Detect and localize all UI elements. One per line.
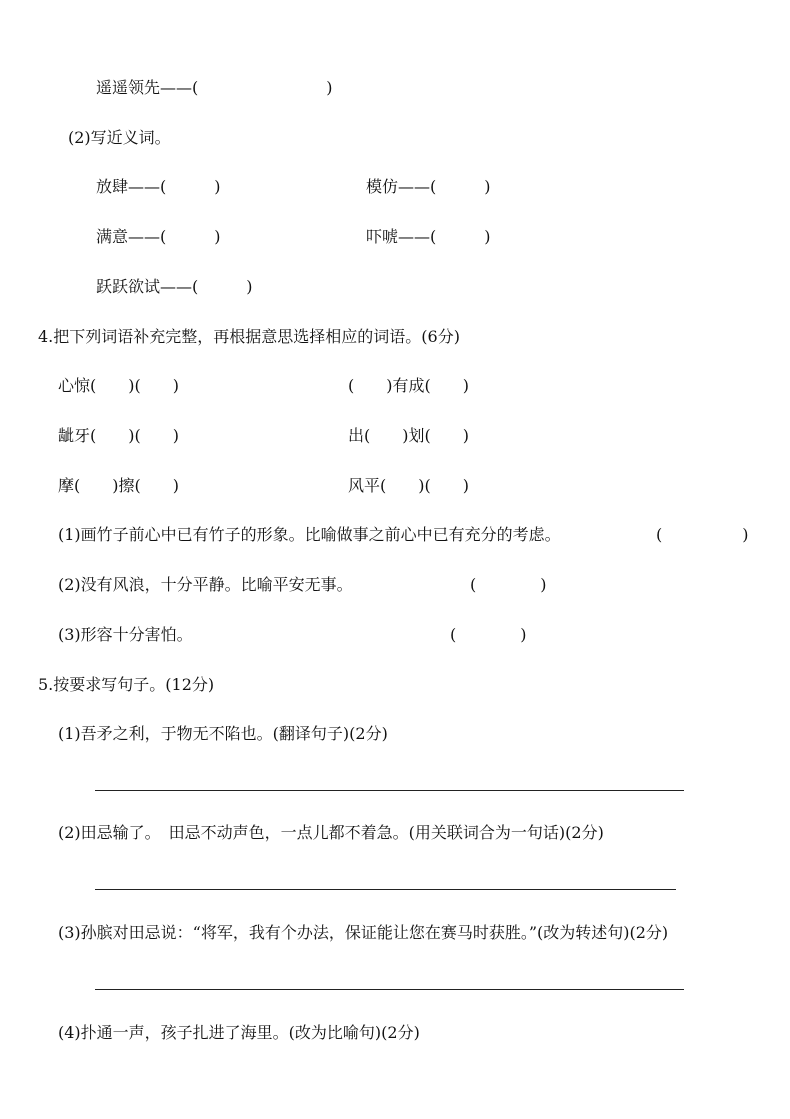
q4-sub-2: (2)没有风浪，十分平静。比喻平安无事。 (58, 575, 353, 594)
q4-sub-1: (1)画竹子前心中已有竹子的形象。比喻做事之前心中已有充分的考虑。 (58, 525, 561, 544)
q4-idiom-5: 摩( )擦( ) (58, 476, 179, 495)
q5-answer-line-2 (95, 889, 676, 890)
q4-sub-1-blank: ( ) (656, 525, 749, 544)
q4-title: 4.把下列词语补充完整，再根据意思选择相应的词语。(6分) (38, 327, 460, 346)
q4-sub-3-blank: ( ) (450, 625, 527, 644)
q3-synonym-title: (2)写近义词。 (68, 128, 171, 147)
q4-idiom-3: 龇牙( )( ) (58, 426, 179, 445)
q4-sub-3: (3)形容十分害怕。 (58, 625, 193, 644)
q4-idiom-6: 风平( )( ) (348, 476, 469, 495)
q5-sub-3: (3)孙膑对田忌说：“将军，我有个办法，保证能让您在赛马时获胜。”(改为转述句)(2分) (58, 923, 669, 942)
q3-synonym-item-5: 跃跃欲试——( ) (96, 277, 253, 296)
q4-idiom-2: ( )有成( ) (348, 376, 469, 395)
q5-answer-line-1 (95, 790, 684, 791)
q5-sub-2: (2)田忌输了。 田忌不动声色，一点儿都不着急。(用关联词合为一句话)(2分) (58, 823, 604, 842)
q3-synonym-item-4: 吓唬——( ) (366, 227, 491, 246)
q5-title: 5.按要求写句子。(12分) (38, 675, 215, 694)
q3-antonym-last-item: 遥遥领先——( ) (96, 78, 333, 97)
q5-sub-4: (4)扑通一声，孩子扎进了海里。(改为比喻句)(2分) (58, 1023, 420, 1042)
q4-idiom-4: 出( )划( ) (348, 426, 469, 445)
q4-idiom-1: 心惊( )( ) (58, 376, 179, 395)
q5-answer-line-3 (95, 989, 684, 990)
q4-sub-2-blank: ( ) (470, 575, 547, 594)
q3-synonym-item-1: 放肆——( ) (96, 177, 221, 196)
q3-synonym-item-3: 满意——( ) (96, 227, 221, 246)
q3-synonym-item-2: 模仿——( ) (366, 177, 491, 196)
q5-sub-1: (1)吾矛之利，于物无不陷也。(翻译句子)(2分) (58, 724, 388, 743)
